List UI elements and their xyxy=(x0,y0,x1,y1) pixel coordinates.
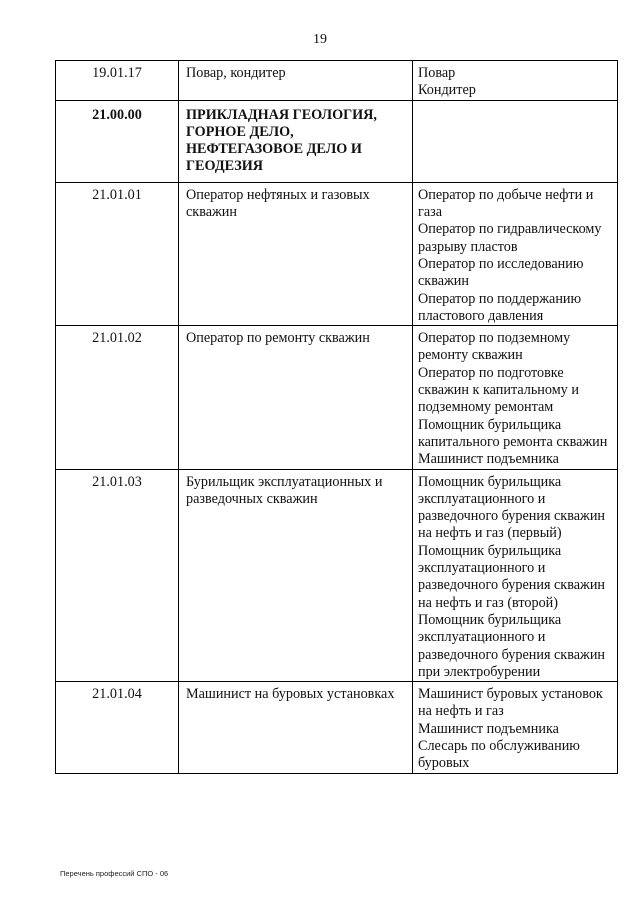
row-qualifications xyxy=(413,61,618,101)
row-name: Оператор по ремонту скважин xyxy=(179,326,413,469)
row-qualifications xyxy=(413,469,618,682)
row-code: 21.00.00 xyxy=(56,100,179,182)
qualification-item: Оператор по добыче нефти и газа xyxy=(418,186,594,221)
row-name: Бурильщик эксплуатационных и разведочных скважин xyxy=(179,469,413,682)
qualification-item: Оператор по исследованию скважин xyxy=(418,255,584,290)
footer-text: Перечень профессий СПО - 06 xyxy=(60,869,169,878)
row-code: 21.01.04 xyxy=(56,682,179,773)
qualification-item: Машинист подъемника xyxy=(418,720,559,737)
table-row xyxy=(56,182,618,325)
qualification-item: Помощник бурильщика капитального ремонта скважин xyxy=(418,416,608,450)
row-name: ПРИКЛАДНАЯ ГЕОЛОГИЯ, ГОРНОЕ ДЕЛО, НЕФТЕГАЗОВОЕ ДЕЛО И ГЕОДЕЗИЯ xyxy=(179,100,413,182)
qualification-item: Повар xyxy=(418,65,456,81)
table-row xyxy=(56,326,618,469)
qualification-item: Оператор по гидравлическому разрыву пластов xyxy=(418,221,602,255)
row-code: 21.01.01 xyxy=(56,182,179,325)
row-qualifications xyxy=(413,326,618,469)
table-row xyxy=(56,61,618,101)
qualification-item: Оператор по поддержанию пластового давления xyxy=(418,290,582,324)
table-row xyxy=(56,682,618,773)
qualification-item: Машинист подъемника xyxy=(418,451,559,468)
row-code: 21.01.03 xyxy=(56,469,179,682)
qualification-item: Слесарь по обслуживанию буровых xyxy=(418,737,580,772)
row-code: 19.01.17 xyxy=(56,61,179,101)
qualification-item: Помощник бурильщика эксплуатационного и разведочного бурения скважин на нефть и газ (первый) xyxy=(418,473,605,542)
section-row xyxy=(56,100,618,182)
qualification-item: Оператор по подготовке скважин к капитальному и подземному ремонтам xyxy=(418,364,579,416)
row-code: 21.01.02 xyxy=(56,326,179,469)
qualification-item: Оператор по подземному ремонту скважин xyxy=(418,330,571,364)
row-name: Повар, кондитер xyxy=(179,61,413,101)
qualification-item: Помощник бурильщика эксплуатационного и разведочного бурения скважин при электробурении xyxy=(418,611,605,680)
row-qualifications xyxy=(413,100,618,182)
row-qualifications xyxy=(413,182,618,325)
row-name: Машинист на буровых установках xyxy=(179,682,413,773)
row-name: Оператор нефтяных и газовых скважин xyxy=(179,182,413,325)
table-row xyxy=(56,469,618,682)
qualification-item: Помощник бурильщика эксплуатационного и разведочного бурения скважин на нефть и газ (второй) xyxy=(418,542,605,611)
page-number: 19 xyxy=(313,32,327,47)
table-body xyxy=(56,61,618,774)
qualification-item: Кондитер xyxy=(418,82,476,99)
row-qualifications xyxy=(413,682,618,773)
qualification-item: Машинист буровых установок на нефть и газ xyxy=(418,686,603,720)
professions-table xyxy=(55,60,618,774)
